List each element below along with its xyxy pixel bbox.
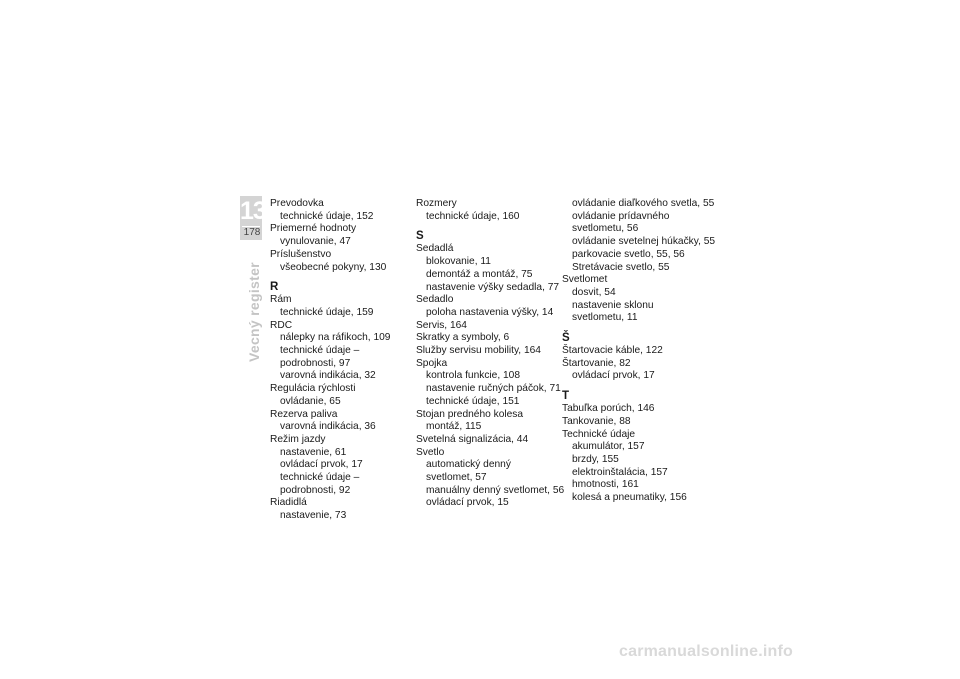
index-term: Rozmery	[416, 198, 457, 209]
index-entry	[562, 416, 712, 429]
index-subterm: nastavenie, 61	[280, 446, 347, 458]
index-term: Tabuľka porúch, 146	[562, 403, 655, 415]
index-term: RDC	[270, 319, 293, 331]
index-subterm: ovládací prvok, 17	[280, 459, 363, 471]
index-letter-heading: R	[270, 281, 279, 294]
index-term: Skratky a symboly, 6	[416, 332, 510, 344]
index-term: Rezerva paliva	[270, 408, 338, 420]
index-subterm: montáž, 115	[426, 421, 482, 433]
index-term: Štartovacie káble, 122	[562, 345, 663, 357]
index-subterm: svetlometu, 11	[572, 312, 638, 324]
index-subterm: nastavenie sklonu	[572, 299, 654, 311]
index-subterm: technické údaje –	[280, 345, 360, 357]
index-term: Servis, 164	[416, 319, 467, 331]
index-subterm: technické údaje, 152	[280, 210, 374, 222]
index-entry	[416, 358, 566, 409]
index-subterm: manuálny denný svetlomet, 56	[426, 484, 565, 496]
index-subterm: technické údaje, 160	[426, 210, 520, 222]
index-entry	[562, 403, 712, 416]
index-subterm: demontáž a montáž, 75	[426, 268, 533, 280]
index-entry	[270, 223, 420, 248]
index-entry	[562, 274, 712, 325]
index-subterm: technické údaje –	[280, 472, 360, 484]
index-term: Technické údaje	[562, 428, 636, 440]
index-term: Regulácia rýchlosti	[270, 383, 356, 395]
index-term: Prevodovka	[270, 198, 324, 209]
index-subterm: ovládanie, 65	[280, 395, 341, 407]
index-entry	[416, 320, 566, 333]
index-subterm: svetlometu, 56	[572, 223, 639, 235]
index-entry	[270, 434, 420, 498]
index-term: Sedadlo	[416, 294, 454, 306]
index-entry	[416, 434, 566, 447]
index-entry	[416, 409, 566, 434]
index-subterm: brzdy, 155	[572, 453, 619, 465]
index-entry	[270, 294, 420, 319]
index-subterm: ovládanie svetelnej húkačky, 55	[572, 236, 716, 248]
index-subterm: vynulovanie, 47	[280, 236, 351, 248]
index-term: Režim jazdy	[270, 433, 326, 445]
index-subterm: všeobecné pokyny, 130	[280, 261, 387, 273]
index-term: Stojan predného kolesa	[416, 408, 524, 420]
watermark: carmanualsonline.info	[619, 643, 794, 660]
page-number: 178	[243, 227, 261, 238]
index-entry	[416, 198, 566, 223]
index-term: Rám	[270, 294, 292, 306]
index-entry	[416, 332, 566, 345]
index-entry	[562, 358, 712, 383]
index-entry	[270, 497, 420, 522]
index-letter-heading: Š	[562, 332, 570, 345]
index-subterm: automatický denný	[426, 459, 511, 471]
index-column-3	[562, 198, 716, 505]
index-subterm: poloha nastavenia výšky, 14	[426, 306, 554, 318]
index-subterm: varovná indikácia, 32	[280, 370, 376, 382]
index-term: Priemerné hodnoty	[270, 223, 357, 235]
index-subterm: technické údaje, 151	[426, 395, 520, 407]
index-term: Svetlomet	[562, 274, 608, 286]
index-letter-heading: T	[562, 390, 570, 403]
index-term: Svetelná signalizácia, 44	[416, 433, 529, 445]
index-subterm: nastavenie, 73	[280, 510, 347, 522]
index-term: Tankovanie, 88	[562, 415, 631, 427]
index-subterm: ovládací prvok, 15	[426, 497, 509, 509]
index-subterm: hmotnosti, 161	[572, 479, 639, 491]
index-subterm: podrobnosti, 97	[280, 357, 351, 369]
index-term: Spojka	[416, 357, 448, 369]
index-subterm: nastavenie ručných páčok, 71	[426, 383, 561, 395]
index-entry	[416, 243, 566, 294]
index-entry	[416, 294, 566, 319]
index-entry	[270, 198, 420, 223]
index-subterm: elektroinštalácia, 157	[572, 466, 668, 478]
index-subterm: dosvit, 54	[572, 286, 616, 298]
index-subterm: ovládanie diaľkového svetla, 55	[572, 198, 715, 209]
index-term: Štartovanie, 82	[562, 357, 631, 369]
index-entry	[270, 409, 420, 434]
index-column-2	[416, 198, 566, 510]
index-letter-heading: S	[416, 230, 424, 243]
index-entry	[562, 345, 712, 358]
index-term: Sedadlá	[416, 243, 454, 255]
index-entry	[270, 383, 420, 408]
index-entry	[416, 345, 566, 358]
chapter-number: 13	[240, 197, 266, 225]
index-subterm: svetlomet, 57	[426, 472, 487, 484]
index-term: Riadidlá	[270, 497, 307, 509]
index-subterm: ovládanie prídavného	[572, 210, 670, 222]
index-subterm: podrobnosti, 92	[280, 484, 351, 496]
section-title: Vecný register	[246, 262, 262, 362]
index-subterm: Stretávacie svetlo, 55	[572, 261, 670, 273]
index-entry	[562, 429, 712, 505]
index-column-1	[270, 198, 420, 523]
index-subterm: parkovacie svetlo, 55, 56	[572, 248, 685, 260]
index-entry	[416, 447, 566, 511]
index-term: Svetlo	[416, 446, 445, 458]
index-entry	[270, 249, 420, 274]
index-subterm: varovná indikácia, 36	[280, 421, 376, 433]
index-subterm: blokovanie, 11	[426, 256, 491, 268]
index-term: Služby servisu mobility, 164	[416, 345, 541, 357]
index-subterm: technické údaje, 159	[280, 306, 374, 318]
index-entry	[270, 320, 420, 384]
index-subterm: nálepky na ráfikoch, 109	[280, 332, 391, 344]
index-entry	[562, 198, 716, 274]
index-subterm: akumulátor, 157	[572, 441, 645, 453]
index-subterm: kontrola funkcie, 108	[426, 370, 521, 382]
index-subterm: kolesá a pneumatiky, 156	[572, 492, 687, 504]
index-subterm: ovládací prvok, 17	[572, 370, 655, 382]
index-subterm: nastavenie výšky sedadla, 77	[426, 281, 560, 293]
index-term: Príslušenstvo	[270, 248, 332, 260]
